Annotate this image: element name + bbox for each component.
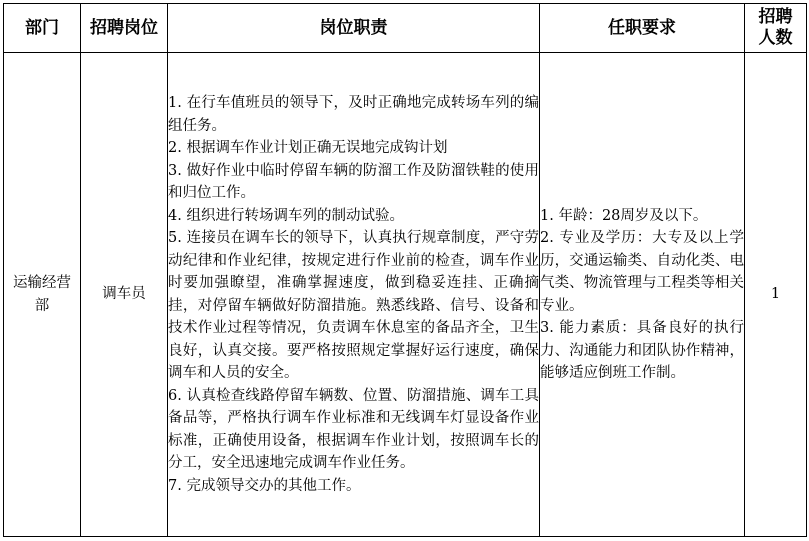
cell-department: 运输经营部 (4, 53, 81, 537)
cell-headcount: 1 (745, 53, 807, 537)
table-row (4, 53, 807, 537)
duty-item: 5. 连接员在调车长的领导下，认真执行规章制度，严守劳动纪律和作业纪律，按规定进行作业前的检查，调车作业时要加强瞭望，准确掌握速度，做到稳妥连挂、正确摘挂，对停留车辆做好防溜措施。熟悉线路、信号、设备和技术作业过程等情况，负责调车休息室的备品齐全，卫生良好，认真交接。要严格按照规定掌握好运行速度，确保调车和人员的安全。 (168, 230, 539, 381)
duty-item: 1. 在行车值班员的领导下，及时正确地完成转场车列的编组任务。 (168, 95, 539, 134)
header-duties: 岗位职责 (168, 4, 540, 53)
recruitment-table (3, 3, 807, 537)
header-headcount-line1: 招聘 (758, 7, 793, 27)
header-headcount-line2: 人数 (758, 28, 793, 48)
header-row (4, 4, 807, 53)
requirement-item: 1. 年龄：28周岁及以下。 (540, 207, 708, 224)
duty-item: 4. 组织进行转场调车列的制动试验。 (168, 207, 404, 224)
requirement-item: 3. 能力素质：具备良好的执行力、沟通能力和团队协作精神，能够适应倒班工作制。 (540, 320, 744, 381)
header-position: 招聘岗位 (81, 4, 168, 53)
duty-item: 2. 根据调车作业计划正确无误地完成钩计划 (168, 140, 448, 156)
cell-duties (168, 53, 540, 537)
header-department: 部门 (4, 4, 81, 53)
requirement-item: 2. 专业及学历：大专及以上学历，交通运输类、自动化类、电气类、物流管理与工程类等相关专业。 (540, 230, 744, 314)
header-headcount (745, 4, 807, 53)
duty-item: 6. 认真检查线路停留车辆数、位置、防溜措施、调车工具备品等，严格执行调车作业标准和无线调车灯显设备作业标准，正确使用设备，根据调车作业计划，按照调车长的分工，安全迅速地完成调车作业任务。 (168, 387, 539, 471)
cell-requirements (540, 53, 745, 537)
cell-position: 调车员 (81, 53, 168, 537)
header-requirements: 任职要求 (540, 4, 745, 53)
duty-item: 7. 完成领导交办的其他工作。 (168, 477, 361, 494)
duty-item: 3. 做好作业中临时停留车辆的防溜工作及防溜铁鞋的使用和归位工作。 (168, 162, 539, 201)
